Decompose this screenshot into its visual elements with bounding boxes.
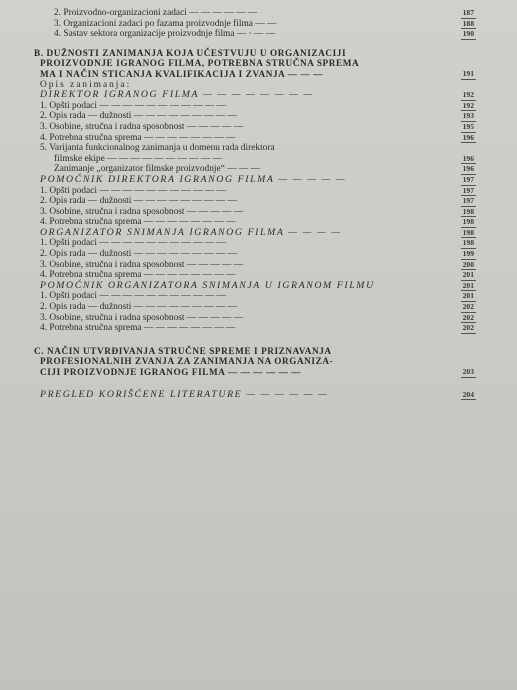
toc-entry-text: ORGANIZATOR SNIMANJA IGRANOG FILMA — — — — — [40, 226, 342, 238]
toc-page-number: 196 — [462, 153, 474, 163]
toc-entry — [34, 238, 474, 249]
toc-entry — [34, 196, 474, 207]
toc-entry-text: DIREKTOR IGRANOG FILMA — — — — — — — — — [40, 89, 314, 101]
toc-entry-text: PROIZVODNJE IGRANOG FILMA, POTREBNA STRUČNA SPREMA — [40, 58, 360, 69]
toc-page-number: 192 — [462, 90, 474, 100]
toc-entry-text: filmske ekipe — — — — — — — — — — — [54, 153, 222, 164]
toc-entry-text: C. NAČIN UTVRĐIVANJA STRUČNE SPREME I PRIZNAVANJA — [34, 345, 332, 356]
toc-page-number: 202 — [462, 302, 474, 312]
toc-entry — [34, 313, 474, 324]
toc-page-number: 202 — [462, 312, 474, 322]
toc-entry — [34, 367, 474, 378]
toc-entry — [34, 19, 474, 30]
toc-page-number: 197 — [462, 185, 474, 195]
toc-page-number: 195 — [462, 121, 474, 131]
toc-entry-text: 2. Opis rada — dužnosti — — — — — — — — — — [40, 196, 237, 207]
toc-page-number: 196 — [462, 132, 474, 142]
toc-entry — [34, 390, 474, 401]
toc-entry-text: PREGLED KORIŠĆENE LITERATURE — — — — — — — [40, 388, 329, 400]
toc-entry-text: 1. Opšti podaci — — — — — — — — — — — — [40, 100, 226, 111]
toc-entry-text: 3. Osobine, stručna i radna sposobnost — — — — — — [40, 121, 244, 132]
toc-entry — [34, 143, 474, 154]
toc-page-number: 201 — [462, 291, 474, 301]
toc-entry — [34, 8, 474, 19]
toc-entry — [34, 101, 474, 112]
toc-entry — [34, 111, 474, 122]
toc-entry-text: Zanimanje „organizator filmske proizvodnje“ — — — — [54, 164, 261, 175]
toc-entry-text: 4. Sastav sektora organizacije proizvodnje filma — · — — — [54, 29, 276, 40]
toc-page-number: 197 — [462, 196, 474, 206]
toc-entry-text: 3. Osobine, stručna i radna sposobnost — — — — — — [40, 206, 244, 217]
toc-page-number: 200 — [462, 259, 474, 269]
toc-entry — [34, 58, 474, 69]
toc-entry — [34, 378, 474, 390]
toc-entry-text: POMOĆNIK ORGANIZATORA SNIMANJA U IGRANOM FILMU — [40, 279, 375, 291]
toc-entry — [34, 323, 474, 334]
toc-entry-text: 3. Organizacioni zadaci po fazama proizvodnje filma — — — [54, 18, 277, 29]
toc-entry — [34, 186, 474, 197]
toc-entry-text: CIJI PROIZVODNJE IGRANOG FILMA — — — — — — — [40, 367, 302, 377]
toc-entry — [34, 346, 474, 357]
toc-page-number: 203 — [462, 367, 474, 376]
toc-page-number: 198 — [462, 217, 474, 227]
toc-entry-text: Opis zanimanja: — [40, 79, 132, 90]
toc-entry-text: 3. Osobine, stručna i radna sposobnost — — — — — — [40, 259, 244, 270]
toc-entry — [34, 228, 474, 239]
toc-entry — [34, 175, 474, 186]
toc-entry — [34, 40, 474, 48]
toc-page-number: 190 — [462, 29, 474, 39]
toc-page-number: 198 — [462, 238, 474, 248]
toc-page-number: 198 — [462, 206, 474, 216]
toc-page-number: 197 — [462, 174, 474, 184]
toc-entry-text: PROFESIONALNIH ZVANJA ZA ZANIMANJA NA ORGANIZA- — [40, 356, 334, 367]
toc-entry-text: MA I NAČIN STICANJA KVALIFIKACIJA I ZVANJA — — — — [40, 68, 323, 79]
table-of-contents — [34, 8, 474, 400]
toc-entry-text: 2. Proizvodno-organizacioni zadaci — — — — — — — [54, 8, 258, 18]
toc-entry-text: 1. Opšti podaci — — — — — — — — — — — — [40, 238, 226, 249]
toc-entry — [34, 260, 474, 271]
toc-entry-text: POMOĆNIK DIREKTORA IGRANOG FILMA — — — — — — [40, 173, 347, 185]
toc-entry — [34, 249, 474, 260]
toc-entry — [34, 291, 474, 302]
toc-entry-text: 3. Osobine, stručna i radna sposobnost — — — — — — [40, 312, 244, 323]
toc-entry — [34, 122, 474, 133]
toc-page-number: 196 — [462, 164, 474, 174]
toc-entry — [34, 154, 474, 165]
toc-entry — [34, 334, 474, 346]
toc-entry-text: 4. Potrebna stručna sprema — — — — — — — — — [40, 217, 236, 228]
toc-page-number: 204 — [462, 389, 474, 399]
toc-entry-text: 1. Opšti podaci — — — — — — — — — — — — [40, 291, 226, 302]
toc-entry-text: 4. Potrebna stručna sprema — — — — — — — — — [40, 270, 236, 281]
toc-entry-text: 1. Opšti podaci — — — — — — — — — — — — [40, 185, 226, 196]
toc-page-number: 193 — [462, 111, 474, 121]
toc-entry-text: 5. Varijanta funkcionalnog zanimanja u domenu rada direktora — [40, 143, 275, 154]
toc-entry-text: 2. Opis rada — dužnosti — — — — — — — — — — [40, 302, 237, 313]
toc-entry — [34, 356, 474, 367]
toc-entry — [34, 90, 474, 101]
toc-page-number: 192 — [462, 100, 474, 110]
toc-entry — [34, 207, 474, 218]
toc-entry — [34, 29, 474, 40]
toc-entry — [34, 302, 474, 313]
toc-page-number: 188 — [462, 18, 474, 28]
toc-entry-text: 2. Opis rada — dužnosti — — — — — — — — — — [40, 249, 237, 260]
toc-entry — [34, 281, 474, 292]
toc-entry-text: 4. Potrebna stručna sprema — — — — — — — — — [40, 132, 236, 143]
toc-page-number: 201 — [462, 270, 474, 280]
toc-entry — [34, 133, 474, 144]
toc-entry — [34, 48, 474, 59]
toc-entry-text: 4. Potrebna stručna sprema — — — — — — — — — [40, 323, 236, 334]
toc-page-number: 202 — [462, 323, 474, 333]
toc-page-number: 187 — [462, 8, 474, 17]
toc-page-number: 198 — [462, 227, 474, 237]
toc-entry-text: 2. Opis rada — dužnosti — — — — — — — — — — [40, 111, 237, 122]
toc-page-number: 201 — [462, 280, 474, 290]
toc-page-number: 191 — [462, 68, 474, 78]
toc-page-number: 199 — [462, 249, 474, 259]
toc-entry — [34, 69, 474, 80]
toc-entry-text: B. DUŽNOSTI ZANIMANJA KOJA UČESTVUJU U ORGANIZACIJI — [34, 47, 347, 58]
